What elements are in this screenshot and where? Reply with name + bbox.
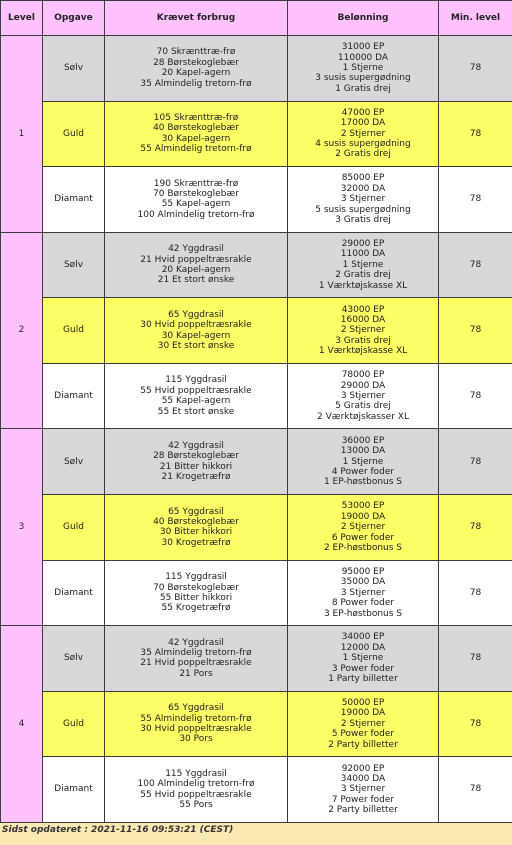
reward-line: 3 Stjerner — [340, 587, 386, 598]
table-row — [1, 36, 512, 102]
requirement-line: 55 Almindelig tretorn-frø — [140, 713, 252, 724]
requirement-line: 115 Yggdrasil — [165, 572, 227, 583]
reward-line: 1 Party billetter — [328, 674, 398, 685]
reward-line: 2 EP-høstbonus S — [323, 542, 403, 553]
reward-line: 2 Værktøjskasser XL — [317, 411, 409, 422]
header-row — [1, 1, 512, 36]
reward-line: 2 Party billetter — [328, 805, 398, 816]
reward-line: 1 EP-høstbonus S — [323, 477, 403, 488]
table-body — [1, 36, 512, 823]
reward-line: 17000 DA — [340, 118, 386, 129]
task-cell: Diamant — [43, 167, 105, 233]
requirement-line: 30 Hvid poppeltræsrakle — [140, 320, 252, 331]
requirement-line: 115 Yggdrasil — [165, 375, 227, 386]
header-level: Level — [1, 1, 43, 36]
requirements-cell — [105, 560, 288, 626]
requirement-line: 21 Hvid poppeltræsrakle — [140, 658, 252, 669]
requirement-line: 30 Pors — [179, 734, 213, 745]
requirements-cell — [105, 101, 288, 167]
rewards-cell — [288, 298, 439, 364]
requirement-line: 40 Børstekoglebær — [153, 123, 239, 134]
reward-line: 3 Stjerner — [340, 390, 386, 401]
reward-line: 2 Gratis drej — [335, 270, 391, 281]
last-updated-text: Sidst opdateret : 2021-11-16 09:53:21 (CEST) — [2, 825, 234, 835]
reward-line: 3 Stjerner — [340, 784, 386, 795]
min-level-cell: 78 — [439, 691, 512, 757]
reward-line: 47000 EP — [341, 107, 385, 118]
requirement-line: 30 Krogetræfrø — [161, 537, 231, 548]
reward-line: 5 susis supergødning — [315, 204, 411, 215]
reward-line: 2 Stjerner — [340, 718, 386, 729]
rewards-cell — [288, 626, 439, 692]
requirement-line: 30 Et stort ønske — [157, 341, 235, 351]
requirement-line: 55 Krogetræfrø — [161, 603, 231, 614]
requirement-line: 55 Kapel-agern — [161, 396, 231, 407]
table-row — [1, 232, 512, 298]
reward-line: 13000 DA — [340, 446, 386, 457]
header-task: Opgave — [43, 1, 105, 36]
rewards-cell — [288, 36, 439, 102]
reward-line: 92000 EP — [341, 763, 385, 774]
table-row — [1, 560, 512, 626]
reward-line: 31000 EP — [341, 42, 385, 53]
table-row — [1, 626, 512, 692]
requirements-cell — [105, 757, 288, 823]
requirement-line: 30 Bitter hikkori — [159, 527, 233, 538]
reward-line: 11000 DA — [340, 249, 386, 260]
table-row — [1, 101, 512, 167]
reward-line: 19000 DA — [340, 708, 386, 719]
task-cell: Sølv — [43, 626, 105, 692]
reward-line: 78000 EP — [341, 370, 385, 381]
task-cell: Diamant — [43, 560, 105, 626]
reward-line: 8 Power foder — [331, 598, 395, 609]
requirement-line: 55 Bitter hikkori — [159, 592, 233, 603]
requirement-line: 21 Bitter hikkori — [159, 461, 233, 472]
min-level-cell: 78 — [439, 626, 512, 692]
requirement-line: 55 Pors — [179, 800, 213, 811]
rewards-cell — [288, 691, 439, 757]
min-level-cell: 78 — [439, 495, 512, 561]
reward-line: 29000 DA — [340, 380, 386, 391]
requirement-line: 42 Yggdrasil — [168, 244, 224, 255]
rewards-cell — [288, 101, 439, 167]
level-cell: 2 — [1, 232, 43, 429]
requirements-cell — [105, 363, 288, 429]
requirement-line: 65 Yggdrasil — [168, 309, 224, 320]
reward-line: 5 Gratis drej — [335, 401, 391, 412]
task-cell: Diamant — [43, 757, 105, 823]
task-cell: Diamant — [43, 363, 105, 429]
min-level-cell: 78 — [439, 167, 512, 233]
level-cell: 1 — [1, 36, 43, 233]
reward-line: 36000 EP — [341, 435, 385, 446]
task-cell: Guld — [43, 298, 105, 364]
reward-line: 12000 DA — [340, 642, 386, 653]
reward-line: 3 Gratis drej — [335, 335, 391, 346]
requirement-line: 30 Kapel-agern — [161, 330, 231, 341]
reward-line: 1 Stjerne — [342, 653, 384, 664]
task-cell: Guld — [43, 101, 105, 167]
reward-line: 5 Power foder — [331, 729, 395, 740]
reward-line: 2 Party billetter — [328, 739, 398, 750]
min-level-cell: 78 — [439, 298, 512, 364]
header-min-level: Min. level — [439, 1, 512, 36]
header-rewards: Belønning — [288, 1, 439, 36]
min-level-cell: 78 — [439, 429, 512, 495]
header-requirements: Krævet forbrug — [105, 1, 288, 36]
reward-line: 1 Værktøjskasse XL — [318, 280, 408, 291]
reward-line: 29000 EP — [341, 239, 385, 249]
reward-line: 85000 EP — [341, 173, 385, 184]
requirement-line: 105 Skrænttræ-frø — [153, 113, 239, 124]
rewards-cell — [288, 560, 439, 626]
requirement-line: 30 Kapel-agern — [161, 133, 231, 144]
reward-line: 4 Power foder — [331, 466, 395, 477]
task-cell: Guld — [43, 495, 105, 561]
requirement-line: 21 Krogetræfrø — [161, 472, 231, 483]
level-cell: 3 — [1, 429, 43, 626]
requirement-line: 35 Almindelig tretorn-frø — [140, 648, 252, 659]
requirement-line: 100 Almindelig tretorn-frø — [137, 779, 255, 790]
rewards-cell — [288, 757, 439, 823]
rewards-cell — [288, 363, 439, 429]
reward-line: 19000 DA — [340, 511, 386, 522]
reward-line: 2 Stjerner — [340, 128, 386, 139]
requirement-line: 28 Børstekoglebær — [153, 57, 239, 68]
requirement-line: 190 Skrænttræ-frø — [153, 178, 239, 189]
min-level-cell: 78 — [439, 363, 512, 429]
reward-line: 1 Værktøjskasse XL — [318, 346, 408, 357]
rewards-cell — [288, 167, 439, 233]
requirement-line: 35 Almindelig tretorn-frø — [140, 78, 252, 89]
reward-line: 3 Gratis drej — [335, 215, 391, 226]
table-row — [1, 757, 512, 823]
requirements-cell — [105, 691, 288, 757]
requirements-cell — [105, 232, 288, 298]
requirement-line: 65 Yggdrasil — [168, 506, 224, 517]
requirement-line: 70 Børstekoglebær — [153, 189, 239, 200]
rewards-cell — [288, 232, 439, 298]
min-level-cell: 78 — [439, 757, 512, 823]
reward-line: 16000 DA — [340, 314, 386, 325]
requirements-cell — [105, 298, 288, 364]
reward-line: 3 Power foder — [331, 663, 395, 674]
requirement-line: 55 Kapel-agern — [161, 199, 231, 210]
requirement-line: 40 Børstekoglebær — [153, 516, 239, 527]
requirement-line: 65 Yggdrasil — [168, 703, 224, 714]
requirement-line: 55 Almindelig tretorn-frø — [140, 144, 252, 155]
reward-line: 4 susis supergødning — [315, 139, 411, 150]
reward-line: 6 Power foder — [331, 532, 395, 543]
reward-line: 3 EP-høstbonus S — [323, 608, 403, 619]
task-cell: Sølv — [43, 232, 105, 298]
requirement-line: 42 Yggdrasil — [168, 440, 224, 451]
reward-line: 1 Stjerne — [342, 456, 384, 467]
requirements-cell — [105, 626, 288, 692]
task-cell: Sølv — [43, 429, 105, 495]
requirement-line: 70 Børstekoglebær — [153, 582, 239, 593]
reward-line: 110000 DA — [337, 52, 389, 63]
reward-line: 3 Stjerner — [340, 194, 386, 205]
task-cell: Guld — [43, 691, 105, 757]
reward-line: 2 Stjerner — [340, 522, 386, 533]
requirement-line: 55 Hvid poppeltræsrakle — [140, 789, 252, 800]
rewards-cell — [288, 495, 439, 561]
requirement-line: 21 Et stort ønske — [157, 275, 235, 286]
requirement-line: 20 Kapel-agern — [161, 265, 231, 276]
reward-line: 1 Stjerne — [342, 259, 384, 270]
requirements-cell — [105, 36, 288, 102]
rewards-cell — [288, 429, 439, 495]
reward-line: 1 Gratis drej — [335, 83, 391, 94]
reward-line: 1 Stjerne — [342, 63, 384, 74]
requirement-line: 70 Skrænttræ-frø — [156, 47, 236, 58]
requirement-line: 55 Hvid poppeltræsrakle — [140, 385, 252, 396]
min-level-cell: 78 — [439, 232, 512, 298]
level-cell: 4 — [1, 626, 43, 823]
task-cell: Sølv — [43, 36, 105, 102]
table-row — [1, 298, 512, 364]
table-row — [1, 167, 512, 233]
min-level-cell: 78 — [439, 101, 512, 167]
reward-line: 34000 EP — [341, 632, 385, 643]
requirement-line: 42 Yggdrasil — [168, 637, 224, 648]
reward-line: 35000 DA — [340, 577, 386, 588]
requirements-cell — [105, 495, 288, 561]
reward-line: 7 Power foder — [331, 794, 395, 805]
requirement-line: 100 Almindelig tretorn-frø — [137, 209, 255, 220]
table-row — [1, 495, 512, 561]
requirements-cell — [105, 167, 288, 233]
reward-line: 34000 DA — [340, 774, 386, 785]
table-row — [1, 691, 512, 757]
requirement-line: 21 Pors — [179, 668, 213, 679]
reward-line: 95000 EP — [341, 566, 385, 577]
requirement-line: 20 Kapel-agern — [161, 68, 231, 79]
requirement-line: 30 Hvid poppeltræsrakle — [140, 724, 252, 735]
table-row — [1, 429, 512, 495]
requirement-line: 28 Børstekoglebær — [153, 451, 239, 462]
reward-line: 43000 EP — [341, 304, 385, 315]
requirements-cell — [105, 429, 288, 495]
min-level-cell: 78 — [439, 560, 512, 626]
requirement-line: 21 Hvid poppeltræsrakle — [140, 254, 252, 265]
requirement-line: 115 Yggdrasil — [165, 768, 227, 779]
table-row — [1, 363, 512, 429]
min-level-cell: 78 — [439, 36, 512, 102]
requirement-line: 55 Et stort ønske — [157, 406, 235, 417]
reward-line: 32000 DA — [340, 183, 386, 194]
reward-line: 53000 EP — [341, 501, 385, 512]
reward-line: 3 susis supergødning — [315, 73, 411, 84]
reward-line: 2 Gratis drej — [335, 149, 391, 160]
reward-line: 50000 EP — [341, 698, 385, 709]
reward-line: 2 Stjerner — [340, 325, 386, 336]
